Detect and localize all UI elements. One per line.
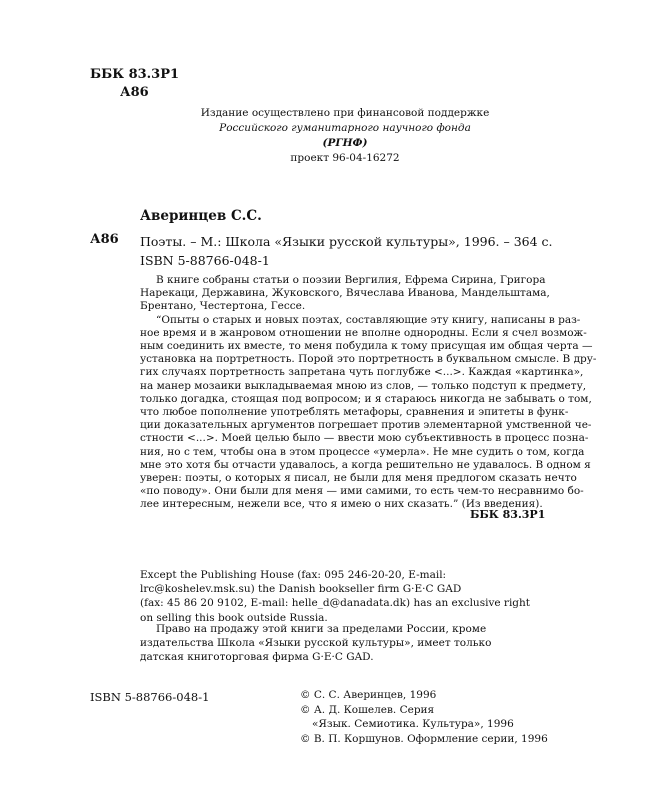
annotation [140,274,597,512]
annotation-line: Брентано, Честертона, Гессе. [140,300,306,313]
isbn-footer: ISBN 5-88766-048-1 [90,690,210,704]
annotation-line: только догадка, стоящая под вопросом; и я стараюсь никогда не забывать о том, [140,392,592,405]
annotation-line: стности <...>. Моей целью было — ввести мою субъективность в процесс позна- [140,432,589,445]
annotation-line: «по поводу». Они были для меня — ими самими, то есть чем-то несравнимо бо- [140,485,584,498]
export-rights-russian [140,622,560,665]
copyright-line: © С. С. Аверинцев, 1996 [300,689,437,701]
copyright-notices [300,688,548,746]
export-en-line: Except the Publishing House (fax: 095 246-20-20, E-mail: [140,569,447,581]
author-heading: Аверинцев С.С. [140,208,262,224]
author-mark: А86 [120,85,149,100]
bbk-classification-bottom: ББК 83.3Р1 [470,508,546,521]
annotation-line: ным соединить их вместе, то меня побудила к тому присущая им общая черта — [140,340,593,353]
annotation-line: Нарекаци, Державина, Жуковского, Вячеслава Иванова, Мандельштама, [140,287,550,300]
annotation-line: В книге собраны статьи о поэзии Вергилия, Ефрема Сирина, Григора [156,274,546,286]
export-en-line: on selling this book outside Russia. [140,611,328,624]
copyright-line: © А. Д. Кошелев. Серия [300,703,435,716]
annotation-line: ции доказательных аргументов погрешает против элементарной умственной че- [140,419,592,432]
annotation-line: на манер мозаики выкладываемая мною из слов, — только подступ к предмету, [140,379,587,392]
isbn-line: ISBN 5-88766-048-1 [140,253,270,268]
export-en-line: (fax: 45 86 20 9102, E-mail: helle_d@danadata.dk) has an exclusive right [140,597,531,610]
annotation-line: ния, но с тем, чтобы она в этом процессе «умерла». Не мне судить о том, когда [140,445,585,458]
annotation-line: что любое пополнение употреблять метафоры, сравнения и эпитеты в функ- [140,406,569,419]
funding-line-3: (РГНФ) [322,137,368,149]
funding-note [150,106,540,166]
export-ru-line: датская книготорговая фирма G·E·C GAD. [140,651,374,664]
annotation-line: “Опыты о старых и новых поэтах, составляющие эту книгу, написаны в раз- [156,313,581,326]
funding-line-1: Издание осуществлено при финансовой поддержке [200,107,490,119]
export-en-line: lrc@koshelev.msk.su) the Danish bookseller firm G·E·C GAD [140,583,462,596]
bibliographic-entry [140,232,553,270]
copyright-line: «Язык. Семиотика. Культура», 1996 [312,718,514,730]
annotation-line: уверен: поэты, о которых я писал, не были для меня предлогом сказать нечто [140,472,577,485]
export-ru-line: издательства Школа «Языки русской культуры», имеет только [140,637,492,650]
call-number: А86 [90,232,119,247]
annotation-line: мне это хотя бы отчасти удавалось, а когда решительно не удавалось. В одном я [140,458,591,471]
bbk-code: ББК 83.3Р1 [90,67,180,82]
annotation-paragraph-2 [140,313,597,512]
copyright-line: © В. П. Коршунов. Оформление серии, 1996 [300,732,548,745]
annotation-line: установка на портретность. Порой это портретность в буквальном смысле. В дру- [140,353,597,366]
export-rights-english [140,568,570,625]
funding-line-2: Российского гуманитарного научного фонда [219,122,471,134]
annotation-line: ное время и в жанровом отношении не вполне однородны. Если я счел возмож- [140,326,587,339]
annotation-paragraph-1 [140,274,570,314]
annotation-line: гих случаях портретность запретана чуть поглубже <...>. Каждая «картинка», [140,366,584,379]
title-imprint: Поэты. – М.: Школа «Языки русской культуры», 1996. – 364 с. [140,234,553,249]
export-ru-line: Право на продажу этой книги за пределами России, кроме [156,623,487,635]
funding-line-4: проект 96-04-16272 [290,152,400,164]
annotation-line: лее интересным, нежели все, что я имею о них сказать.” (Из введения). [140,498,543,511]
bbk-classification-top [90,66,179,102]
